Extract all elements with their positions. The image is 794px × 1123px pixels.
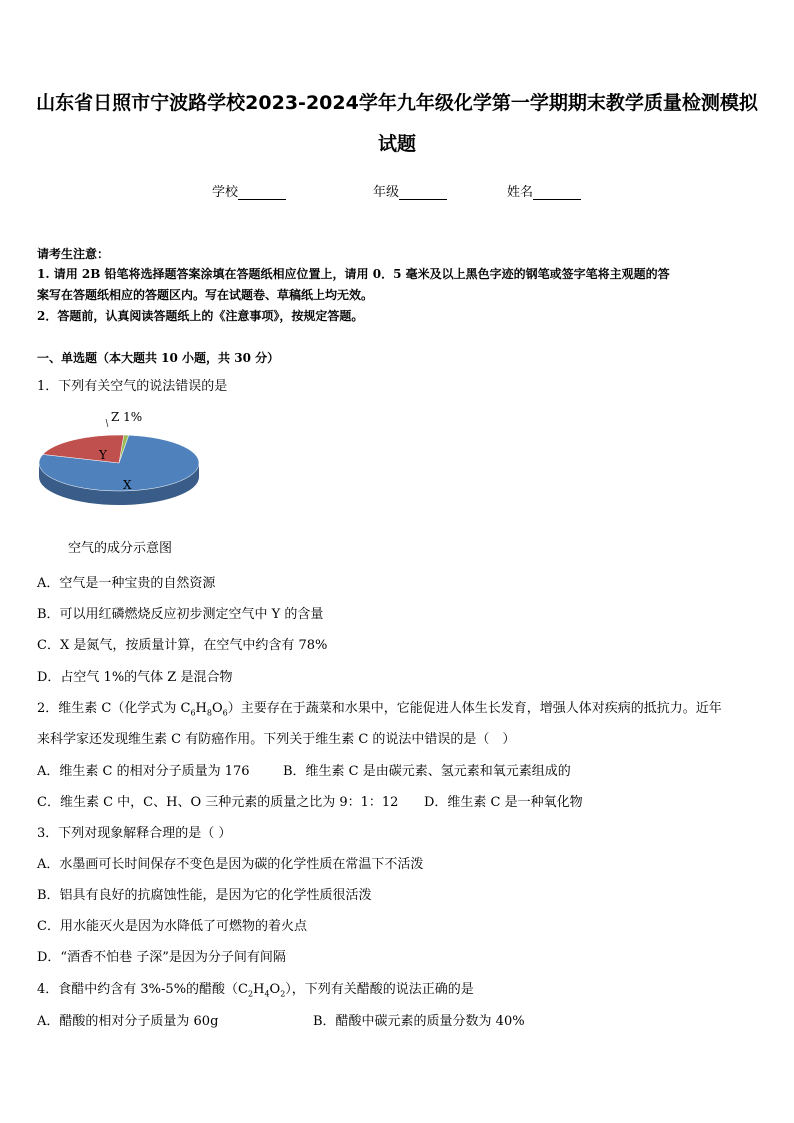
name-field (507, 181, 581, 200)
q2-subscript-h: 8 (206, 708, 212, 718)
q2-stem-part2: ）主要存在于蔬菜和水果中，它能促进人体生长发育，增强人体对疾病的抵抗力。近年 (227, 701, 722, 716)
notice-item-2: 2．答题前，认真阅读答题纸上的《注意事项》，按规定答题。 (37, 309, 364, 323)
school-blank[interactable] (238, 187, 286, 200)
q2-option-d: D．维生素 C 是一种氧化物 (424, 795, 583, 810)
q3-option-d: D．“酒香不怕巷 子深”是因为分子间有间隔 (37, 950, 286, 965)
page-title-continued: 试题 (377, 133, 416, 155)
q2-stem-continued: 来科学家还发现维生素 C 有防癌作用。下列关于维生素 C 的说法中错误的是（ ） (37, 732, 516, 747)
q1-option-b: B．可以用红磷燃烧反应初步测定空气中 Y 的含量 (37, 607, 324, 622)
q2-h: H (195, 701, 207, 716)
page-title: 山东省日照市宁波路学校2023-2024学年九年级化学第一学期期末教学质量检测模拟 (36, 92, 758, 114)
notice-item-1-continued: 案写在答题纸相应的答题区内。写在试题卷、草稿纸上均无效。 (37, 288, 374, 302)
q4-subscript-c: 2 (248, 989, 254, 999)
notice-item-1: 1. 请用 2B 铅笔将选择题答案涂填在答题纸相应位置上，请用 0．5 毫米及以上黑色字迹的钢笔或签字笔将主观题的答 (37, 267, 670, 281)
q2-subscript-c: 6 (190, 708, 196, 718)
q2-option-c: C．维生素 C 中，C、H、O 三种元素的质量之比为 9：1：12 (37, 795, 399, 810)
q3-stem: 3．下列对现象解释合理的是（ ） (37, 826, 232, 841)
q3-option-c: C．用水能灭火是因为水降低了可燃物的着火点 (37, 919, 307, 934)
grade-field (373, 181, 447, 200)
q4-o: O (269, 982, 281, 997)
name-blank[interactable] (533, 187, 581, 200)
q4-option-a: A．醋酸的相对分子质量为 60g (37, 1014, 219, 1029)
school-label: 学校 (212, 185, 239, 200)
chart-caption: 空气的成分示意图 (68, 541, 173, 556)
section-heading: 一、单选题（本大题共 10 小题，共 30 分） (37, 351, 280, 365)
q1-option-d: D．占空气 1%的气体 Z 是混合物 (37, 670, 233, 685)
q1-option-a: A．空气是一种宝贵的自然资源 (37, 576, 216, 591)
q2-stem-part1: 2．维生素 C（化学式为 C (37, 701, 191, 716)
q1-stem: 1．下列有关空气的说法错误的是 (37, 379, 228, 394)
grade-blank[interactable] (399, 187, 447, 200)
q4-subscript-h: 4 (264, 989, 270, 999)
q3-option-a: A．水墨画可长时间保存不变色是因为碳的化学性质在常温下不活泼 (37, 857, 424, 872)
q2-stem (37, 697, 722, 718)
q2-option-a: A．维生素 C 的相对分子质量为 176 (37, 764, 250, 779)
q4-stem (37, 978, 474, 999)
q4-stem-part2: ），下列有关醋酸的说法正确的是 (285, 982, 474, 997)
q2-option-b: B．维生素 C 是由碳元素、氢元素和氧元素组成的 (283, 764, 571, 779)
grade-label: 年级 (373, 185, 400, 200)
name-label: 姓名 (507, 185, 534, 200)
q2-subscript-o: 6 (222, 708, 228, 718)
q4-option-b: B．醋酸中碳元素的质量分数为 40% (313, 1014, 525, 1029)
notice-heading: 请考生注意： (37, 247, 110, 261)
pie-annotation-Z: Z 1% (111, 410, 143, 424)
air-composition-pie-chart (37, 405, 217, 555)
pie-label-X: X (123, 478, 132, 492)
school-field (212, 181, 286, 200)
q4-h: H (253, 982, 265, 997)
q2-o: O (211, 701, 223, 716)
pie-label-Y: Y (99, 448, 107, 462)
q4-subscript-o: 2 (280, 989, 286, 999)
q1-option-c: C．X 是氮气，按质量计算，在空气中约含有 78% (37, 638, 328, 653)
q3-option-b: B．铝具有良好的抗腐蚀性能，是因为它的化学性质很活泼 (37, 888, 372, 903)
pie-leader-line-Z (106, 419, 108, 427)
pie-svg (37, 405, 217, 555)
q4-stem-part1: 4．食醋中约含有 3%-5%的醋酸（C (37, 982, 248, 997)
